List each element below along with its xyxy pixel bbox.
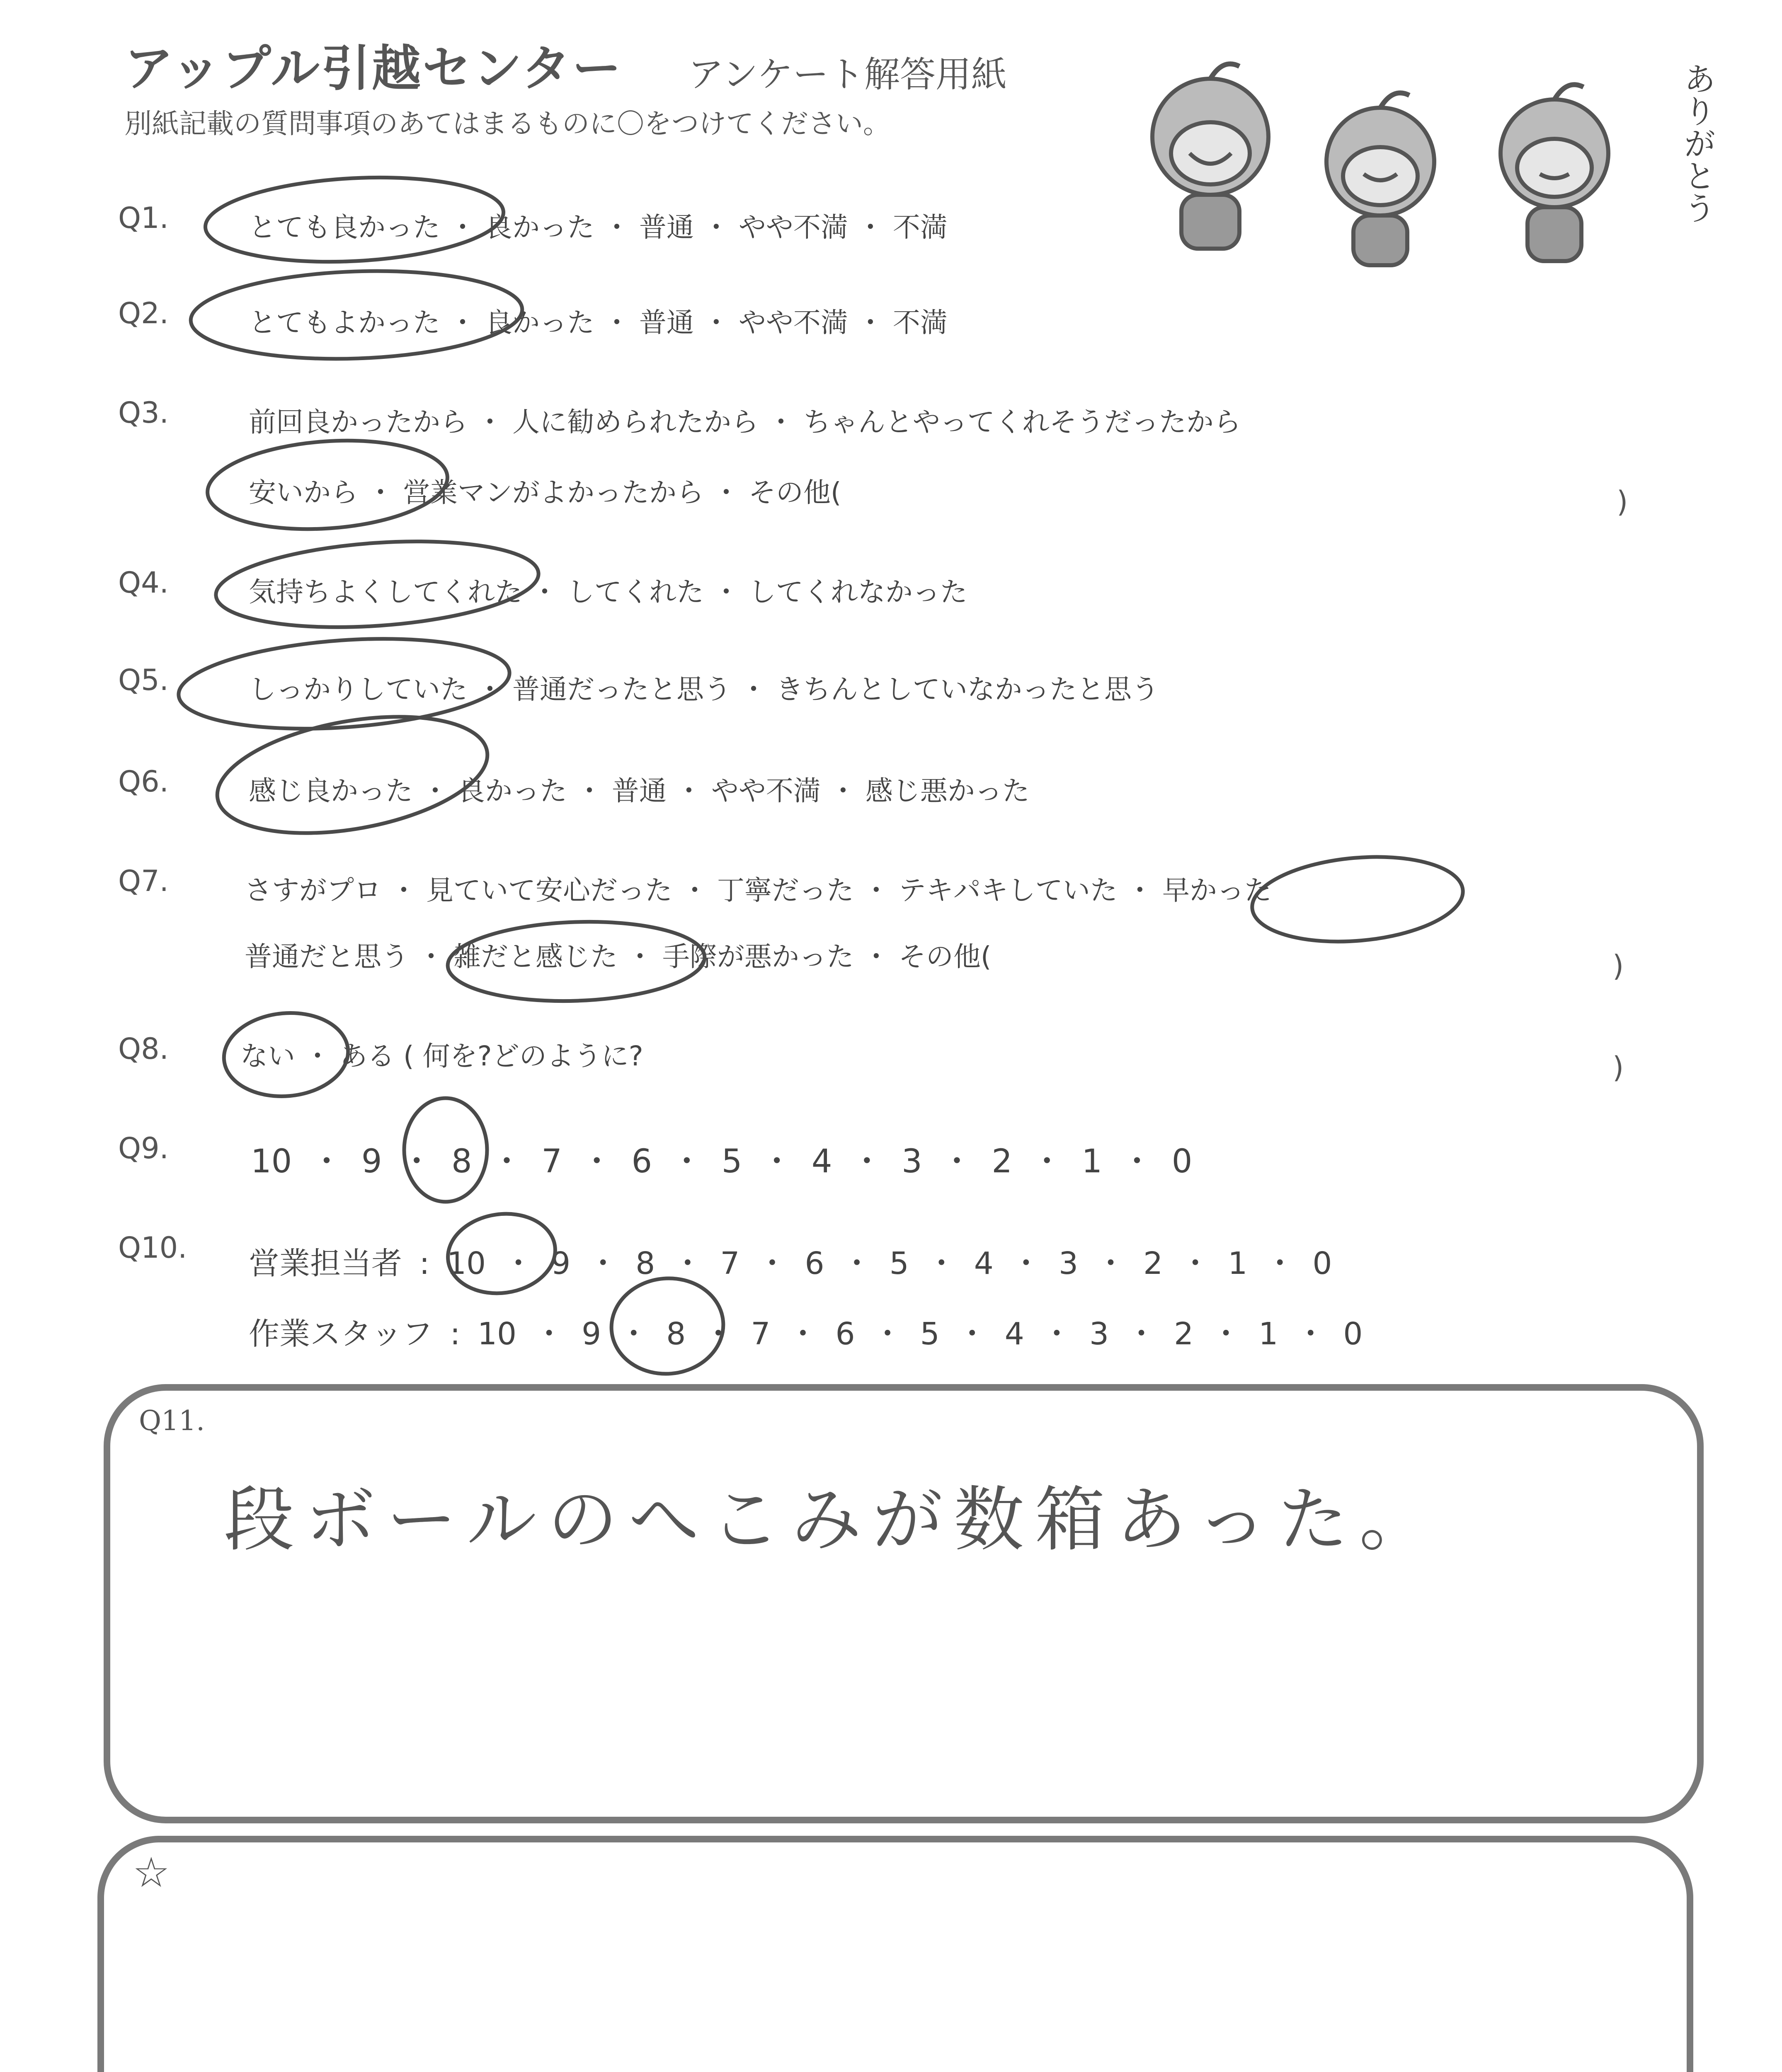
q7-circle-fast <box>1249 849 1466 950</box>
q6-label: Q6. <box>118 765 169 799</box>
q5-options[interactable]: しっかりしていた ・ 普通だったと思う ・ きちんとしていなかったと思う <box>249 673 1159 705</box>
q7-options-line1[interactable]: さすがプロ ・ 見ていて安心だった ・ 丁寧だった ・ テキパキしていた ・ 早かった <box>245 874 1272 906</box>
q8-close-paren: ) <box>1612 1051 1624 1084</box>
q4-options[interactable]: 気持ちよくしてくれた ・ してくれた ・ してくれなかった <box>249 576 967 608</box>
q8-options[interactable]: ない ・ ある ( 何を?どのように? <box>240 1040 643 1072</box>
q9-label: Q9. <box>118 1131 169 1165</box>
q1-options[interactable]: とても良かった ・ 良かった ・ 普通 ・ やや不満 ・ 不満 <box>249 211 948 243</box>
form-title: アップル引越センター <box>124 40 623 97</box>
q2-options[interactable]: とてもよかった ・ 良かった ・ 普通 ・ やや不満 ・ 不満 <box>249 307 948 339</box>
form-instruction: 別紙記載の質問事項のあてはまるものに〇をつけてください。 <box>124 108 890 140</box>
q7-circle-rough <box>446 917 706 1005</box>
q3-options-line1[interactable]: 前回良かったから ・ 人に勧められたから ・ ちゃんとやってくれそうだったから <box>249 406 1241 438</box>
q11-answer: 段ボールのへこみが数箱あった。 <box>224 1479 1440 1561</box>
q3-close-paren: ) <box>1617 485 1628 519</box>
q7-close-paren: ) <box>1612 949 1624 983</box>
q5-label: Q5. <box>118 663 169 697</box>
q8-label: Q8. <box>118 1032 169 1066</box>
q4-label: Q4. <box>118 566 169 600</box>
q3-options-line2[interactable]: 安いから ・ 営業マンがよかったから ・ その他( <box>249 477 841 508</box>
q3-circle <box>204 433 450 537</box>
q8-circle <box>221 1008 352 1101</box>
q9-scale[interactable]: 10 ・ 9 ・ 8 ・ 7 ・ 6 ・ 5 ・ 4 ・ 3 ・ 2 ・ 1 ・ 0 <box>251 1143 1193 1180</box>
form-subtitle: アンケート解答用紙 <box>688 54 1007 95</box>
star-icon: ☆ <box>133 1848 170 1897</box>
q11-comment-box[interactable] <box>104 1384 1704 1823</box>
q10-staff-scale[interactable]: 作業スタッフ : 10 ・ 9 ・ 8 ・ 7 ・ 6 ・ 5 ・ 4 ・ 3 ・ 2 ・ 1 ・ 0 <box>249 1316 1363 1352</box>
q10-sales-circle <box>443 1207 560 1300</box>
q2-label: Q2. <box>118 296 169 330</box>
q4-circle <box>213 532 541 637</box>
q11-label: Q11. <box>139 1405 205 1437</box>
q7-options-line2[interactable]: 普通だと思う ・ 雑だと感じた ・ 手際が悪かった ・ その他( <box>245 941 992 973</box>
q10-staff-circle <box>607 1274 727 1379</box>
q6-circle <box>208 698 496 852</box>
q1-circle <box>203 170 505 269</box>
q9-circle <box>404 1098 487 1202</box>
q1-label: Q1. <box>118 201 169 235</box>
q2-circle <box>189 266 524 364</box>
q10-label: Q10. <box>118 1231 187 1265</box>
star-comment-box[interactable] <box>97 1836 1693 2072</box>
q3-label: Q3. <box>118 396 169 430</box>
q7-label: Q7. <box>118 864 169 898</box>
thanks-text: ありがとう <box>1678 62 1716 224</box>
q6-options[interactable]: 感じ良かった ・ 良かった ・ 普通 ・ やや不満 ・ 感じ悪かった <box>249 775 1030 807</box>
q10-sales-scale[interactable]: 営業担当者 : 10 ・ 9 ・ 8 ・ 7 ・ 6 ・ 5 ・ 4 ・ 3 ・ 2 ・ 1 ・ 0 <box>249 1246 1332 1281</box>
